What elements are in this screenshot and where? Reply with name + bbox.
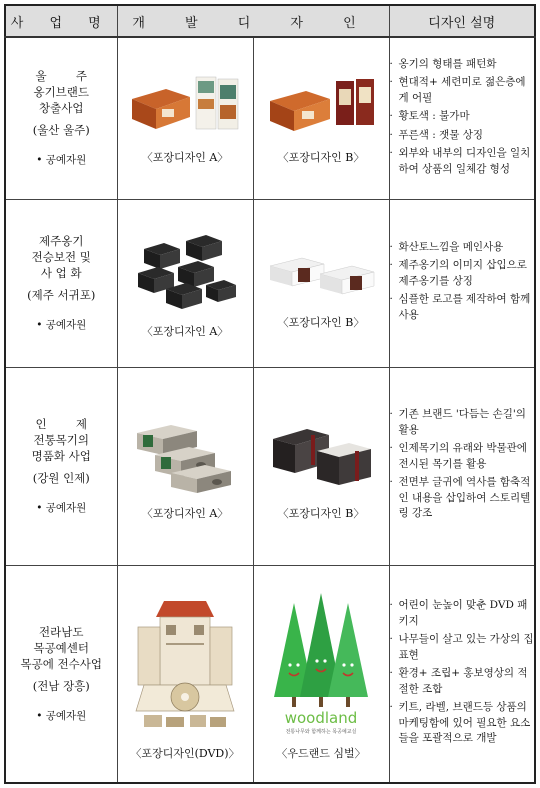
table-row bbox=[5, 37, 535, 199]
design-b-cell bbox=[253, 37, 389, 199]
description-cell bbox=[389, 565, 535, 783]
description-item: · 제주옹기의 이미지 삽입으로 제주옹기를 상징 bbox=[390, 258, 535, 289]
description-item: · 전면부 글귀에 역사를 함축적인 내용을 삽입하여 스토리텔링 강조 bbox=[390, 475, 535, 522]
description-item: · 현대적+ 세련미로 젊은층에게 어필 bbox=[390, 75, 535, 106]
project-region: (전남 장흥) bbox=[32, 678, 90, 693]
design-caption: 〈포장디자인 B〉 bbox=[277, 151, 365, 165]
woodland-logo-subtitle: 전통나무와 함께하는 목공예교실 bbox=[285, 728, 357, 735]
design-caption: 〈포장디자인 A〉 bbox=[141, 151, 229, 165]
project-name-line: 목공예센터 bbox=[33, 640, 90, 655]
packaging-image bbox=[263, 411, 379, 497]
header-row bbox=[5, 5, 535, 37]
description-item: · 기존 브랜드 '다듬는 손길'의 활용 bbox=[390, 407, 535, 438]
design-caption: 〈포장디자인 A〉 bbox=[141, 507, 229, 520]
project-name-line: 명품화 사업 bbox=[31, 449, 91, 463]
design-a-cell bbox=[117, 199, 253, 367]
design-a-cell bbox=[117, 565, 253, 783]
design-caption: 〈포장디자인(DVD)〉 bbox=[130, 746, 240, 760]
description-item: · 화산토느낌을 메인사용 bbox=[390, 240, 535, 256]
project-name-line: 전라남도 bbox=[39, 624, 84, 639]
project-name-line: 사 업 화 bbox=[40, 266, 82, 280]
project-cell bbox=[5, 37, 117, 199]
design-a-cell bbox=[117, 37, 253, 199]
project-name-line: 제주옹기 bbox=[39, 234, 84, 248]
design-caption: 〈우드랜드 심벌〉 bbox=[276, 746, 366, 760]
project-category: • 공예자원 bbox=[36, 709, 87, 722]
description-cell bbox=[389, 367, 535, 565]
packaging-image bbox=[262, 71, 380, 141]
description-item: · 나무들이 살고 있는 가상의 집 표현 bbox=[390, 632, 535, 663]
header-project: 사 업 명 bbox=[5, 5, 117, 37]
design-b-cell bbox=[253, 199, 389, 367]
description-item: · 옹기의 형태를 패턴화 bbox=[390, 57, 535, 73]
woodland-logo-text: woodland bbox=[284, 708, 358, 727]
project-category: • 공예자원 bbox=[36, 319, 87, 331]
project-category: • 공예자원 bbox=[36, 502, 87, 514]
description-item: · 키트, 라벨, 브랜드등 상품의 마케팅함에 있어 필요한 요소들을 포괄적으로 개발 bbox=[390, 700, 535, 747]
design-b-cell bbox=[253, 367, 389, 565]
design-caption: 〈포장디자인 B〉 bbox=[277, 316, 365, 329]
project-region: (강원 인제) bbox=[32, 471, 90, 485]
project-name-line: 인 제 bbox=[35, 417, 87, 431]
project-region: (울산 울주) bbox=[32, 123, 90, 138]
description-list bbox=[390, 57, 535, 178]
description-list bbox=[390, 598, 535, 747]
header-design: 개 발 디 자 인 bbox=[117, 5, 389, 37]
table-row bbox=[5, 199, 535, 367]
design-table-sheet bbox=[4, 4, 534, 782]
project-name-line: 창출사업 bbox=[39, 101, 84, 116]
project-region: (제주 서귀포) bbox=[27, 288, 96, 302]
description-item: · 인제목기의 유래와 박물관에 전시된 목기를 활용 bbox=[390, 441, 535, 472]
project-cell bbox=[5, 199, 117, 367]
woodland-symbol-image bbox=[266, 587, 376, 737]
description-cell bbox=[389, 37, 535, 199]
design-a-cell bbox=[117, 367, 253, 565]
design-caption: 〈포장디자인 A〉 bbox=[141, 325, 229, 338]
project-cell bbox=[5, 565, 117, 783]
packaging-image bbox=[130, 227, 240, 315]
packaging-image bbox=[262, 236, 380, 306]
description-item: · 심플한 로고를 제작하여 함께 사용 bbox=[390, 292, 535, 323]
description-list bbox=[390, 407, 535, 522]
table-row bbox=[5, 565, 535, 783]
description-item: · 어린이 눈높이 맞춘 DVD 패키지 bbox=[390, 598, 535, 629]
project-category: • 공예자원 bbox=[36, 154, 87, 167]
design-table bbox=[4, 4, 536, 784]
design-b-cell bbox=[253, 565, 389, 783]
project-name-line: 울 주 bbox=[35, 69, 87, 84]
description-item: · 환경+ 조립+ 홍보영상의 적절한 조합 bbox=[390, 666, 535, 697]
project-cell bbox=[5, 367, 117, 565]
description-list bbox=[390, 240, 535, 324]
project-name-line: 전승보전 및 bbox=[31, 250, 91, 264]
packaging-image bbox=[126, 71, 244, 141]
packaging-image bbox=[127, 411, 243, 497]
project-name-line: 목공에 전수사업 bbox=[20, 656, 102, 671]
description-cell bbox=[389, 199, 535, 367]
description-item: · 푸른색 : 잿물 상징 bbox=[390, 128, 535, 144]
project-name-line: 옹기브랜드 bbox=[33, 85, 90, 100]
project-name-line: 전통목기의 bbox=[33, 433, 90, 447]
description-item: · 외부와 내부의 디자인을 일치하여 상품의 일체감 형성 bbox=[390, 146, 535, 177]
design-caption: 〈포장디자인 B〉 bbox=[277, 507, 365, 520]
header-description: 디자인 설명 bbox=[389, 5, 535, 37]
table-row bbox=[5, 367, 535, 565]
dvd-house-package-image bbox=[130, 587, 240, 737]
description-item: · 황토색 : 불가마 bbox=[390, 109, 535, 125]
